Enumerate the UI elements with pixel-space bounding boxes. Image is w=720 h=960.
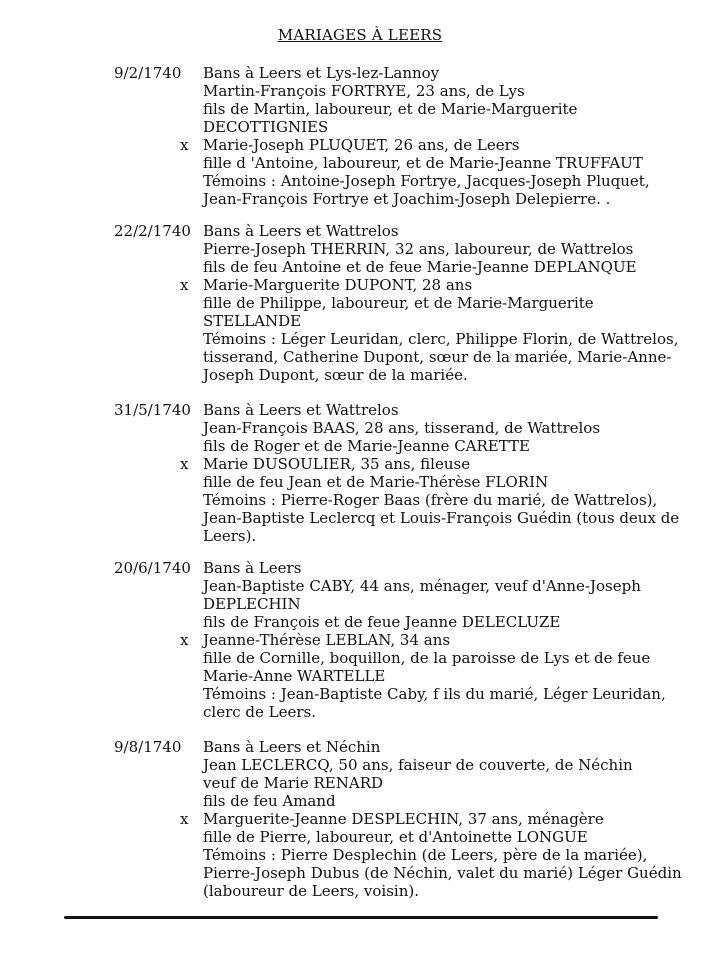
page-title: MARIAGES À LEERS <box>277 26 443 44</box>
entry-date: 20/6/1740 <box>114 559 191 577</box>
entry-line: Marie-Joseph PLUQUET, 26 ans, de Leers <box>203 136 520 154</box>
entry-line: Marie-Anne WARTELLE <box>203 667 386 685</box>
entry-line: Bans à Leers et Wattrelos <box>203 222 399 240</box>
entry-line: fille de Pierre, laboureur, et d'Antoinette LONGUE <box>203 828 588 846</box>
entry-line: Jean-Baptiste CABY, 44 ans, ménager, veuf d'Anne-Joseph <box>203 577 641 595</box>
entry-line: DEPLECHIN <box>203 595 301 613</box>
entry-line: Jean-Baptiste Leclercq et Louis-François Guédin (tous deux de <box>203 509 680 527</box>
entry-line: Jeanne-Thérèse LEBLAN, 34 ans <box>203 631 451 649</box>
entry-line: Témoins : Jean-Baptiste Caby, f ils du marié, Léger Leuridan, <box>203 685 666 703</box>
entry-line: fils de François et de feue Jeanne DELECLUZE <box>203 613 561 631</box>
marriage-mark: x <box>180 455 189 473</box>
entry-line: fille de Philippe, laboureur, et de Marie-Marguerite <box>203 294 594 312</box>
entry-line: fils de feu Amand <box>203 792 336 810</box>
entry-date: 9/8/1740 <box>114 738 182 756</box>
entry-line: Marie-Marguerite DUPONT, 28 ans <box>203 276 473 294</box>
entry-line: Marie DUSOULIER, 35 ans, fileuse <box>203 455 471 473</box>
entry-line: Marguerite-Jeanne DESPLECHIN, 37 ans, ménagère <box>203 810 604 828</box>
entry-line: Témoins : Léger Leuridan, clerc, Philippe Florin, de Wattrelos, <box>203 330 679 348</box>
entry-line: Leers). <box>203 527 257 545</box>
entry-line: Pierre-Joseph Dubus (de Néchin, valet du marié) Léger Guédin <box>203 864 682 882</box>
entry-date: 22/2/1740 <box>114 222 191 240</box>
entry-line: Jean-François Fortrye et Joachim-Joseph Delepierre. . <box>203 190 611 208</box>
entry-line: Témoins : Antoine-Joseph Fortrye, Jacques-Joseph Pluquet, <box>203 172 650 190</box>
entry-line: fille d 'Antoine, laboureur, et de Marie-Jeanne TRUFFAUT <box>203 154 643 172</box>
entry-line: clerc de Leers. <box>203 703 317 721</box>
marriage-mark: x <box>180 276 189 294</box>
entry-line: Jean LECLERCQ, 50 ans, faiseur de couverte, de Néchin <box>203 756 633 774</box>
entry-line: fille de Cornille, boquillon, de la paroisse de Lys et de feue <box>203 649 651 667</box>
entry-line: fils de Roger et de Marie-Jeanne CARETTE <box>203 437 530 455</box>
bottom-divider <box>64 916 658 919</box>
entry-line: Bans à Leers et Lys-lez-Lannoy <box>203 64 440 82</box>
entry-date: 9/2/1740 <box>114 64 182 82</box>
entry-line: Martin-François FORTRYE, 23 ans, de Lys <box>203 82 525 100</box>
entry-line: Joseph Dupont, sœur de la mariée. <box>203 366 468 384</box>
entry-line: Bans à Leers <box>203 559 302 577</box>
entry-line: fils de Martin, laboureur, et de Marie-Marguerite <box>203 100 578 118</box>
entry-line: (laboureur de Leers, voisin). <box>203 882 419 900</box>
entry-date: 31/5/1740 <box>114 401 191 419</box>
entry-line: STELLANDE <box>203 312 302 330</box>
entry-line: veuf de Marie RENARD <box>203 774 384 792</box>
entry-line: fille de feu Jean et de Marie-Thérèse FLORIN <box>203 473 549 491</box>
entry-line: Pierre-Joseph THERRIN, 32 ans, laboureur, de Wattrelos <box>203 240 634 258</box>
marriage-mark: x <box>180 810 189 828</box>
entry-line: fils de feu Antoine et de feue Marie-Jeanne DEPLANQUE <box>203 258 637 276</box>
entry-line: Jean-François BAAS, 28 ans, tisserand, de Wattrelos <box>203 419 601 437</box>
entry-line: Bans à Leers et Wattrelos <box>203 401 399 419</box>
entry-line: Témoins : Pierre Desplechin (de Leers, père de la mariée), <box>203 846 648 864</box>
entry-line: DECOTTIGNIES <box>203 118 329 136</box>
entry-line: tisserand, Catherine Dupont, sœur de la mariée, Marie-Anne- <box>203 348 672 366</box>
entry-line: Témoins : Pierre-Roger Baas (frère du marié, de Wattrelos), <box>203 491 658 509</box>
marriage-mark: x <box>180 136 189 154</box>
entry-line: Bans à Leers et Néchin <box>203 738 381 756</box>
marriage-mark: x <box>180 631 189 649</box>
